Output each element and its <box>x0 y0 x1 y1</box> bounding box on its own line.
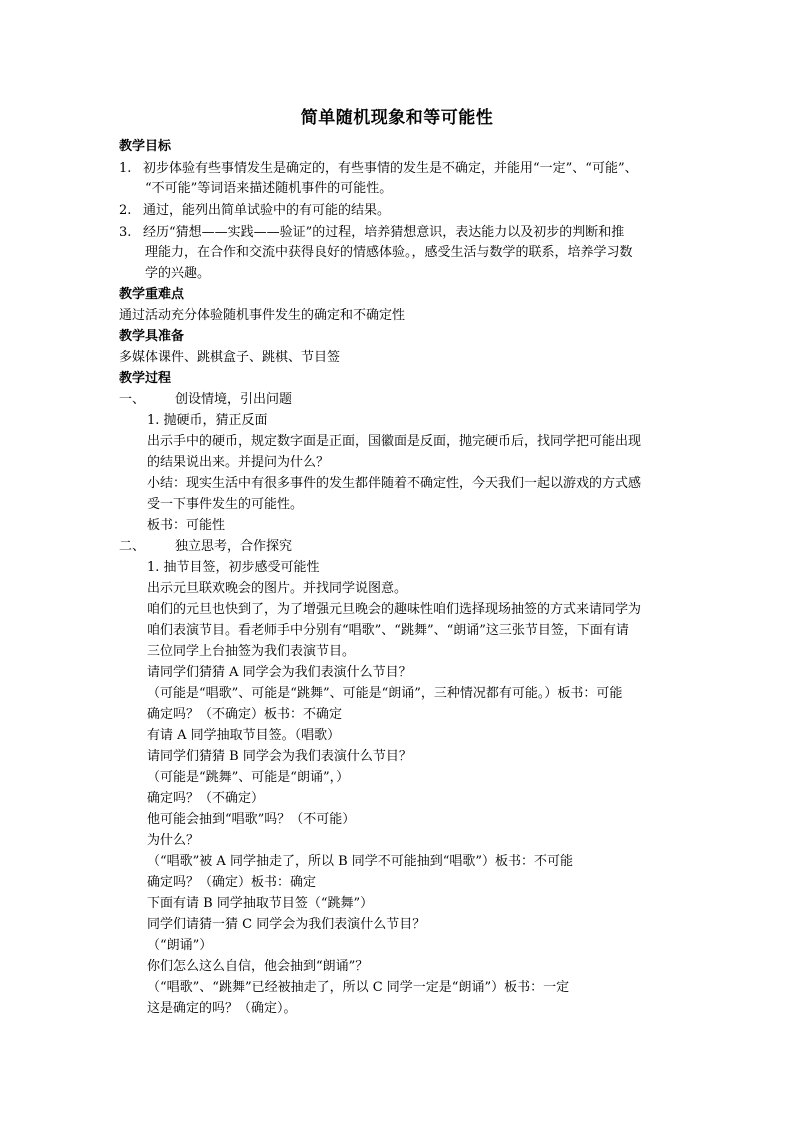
objective-text-continued: 理能力，在合作和交流中获得良好的情感体验。，感受生活与数学的联系，培养学习数 <box>145 245 633 260</box>
paragraph-line: 他可能会抽到“唱歌”吗？（不可能） <box>147 812 356 827</box>
paragraph-line: 下面有请 B 同学抽取节目签（“跳舞”） <box>147 896 374 911</box>
paragraph-line: 确定吗？（不确定） <box>147 791 265 806</box>
part-2-subheading: 1. 抽节目签，初步感受可能性 <box>147 560 320 575</box>
paragraph-line: 板书：可能性 <box>147 518 226 533</box>
section-heading-process: 教学过程 <box>119 371 172 386</box>
paragraph-line: （可能是“跳舞”、可能是“朗诵”，） <box>147 770 350 785</box>
objective-item-3 <box>119 223 624 243</box>
paragraph-line: 小结：现实生活中有很多事件的发生都伴随着不确定性，今天我们一起以游戏的方式感 <box>147 476 642 491</box>
objective-text-continued: “不可能”等词语来描述随机事件的可能性。 <box>145 181 393 196</box>
section-heading-objectives: 教学目标 <box>119 139 172 154</box>
paragraph-line: 出示手中的硬币，规定数字面是正面，国徽面是反面，抛完硬币后，找同学把可能出现 <box>147 434 642 449</box>
paragraph-line: 有请 A 同学抽取节目签。（唱歌） <box>147 728 341 743</box>
objective-item-1 <box>119 159 638 179</box>
part-1-subheading: 1. 抛硬币，猜正反面 <box>147 413 268 428</box>
objective-text-continued: 学的兴趣。 <box>145 266 211 281</box>
section-heading-materials: 教学具准备 <box>119 329 185 344</box>
paragraph-line: 的结果说出来。并提问为什么？ <box>147 455 330 470</box>
paragraph-line: （可能是“唱歌”、可能是“跳舞”、可能是“朗诵”，三种情况都有可能。）板书：可能 <box>147 686 623 701</box>
paragraph-line: 确定吗？（确定）板书：确定 <box>147 875 317 890</box>
paragraph-line: 你们怎么这么自信，他会抽到“朗诵”？ <box>147 959 369 974</box>
paragraph-line: （“朗诵”） <box>147 938 213 953</box>
part-title: 独立思考，合作探究 <box>175 539 293 554</box>
paragraph-line: 同学们请猜一猜 C 同学会为我们表演什么节目？ <box>147 917 426 932</box>
objective-text: 通过，能列出简单试验中的有可能的结果。 <box>143 203 391 218</box>
objective-number: 3. <box>119 225 132 240</box>
part-number: 二、 <box>119 539 146 554</box>
objective-number: 2. <box>119 203 132 218</box>
document-title: 简单随机现象和等可能性 <box>300 108 494 128</box>
paragraph-line: 请同学们猜猜 A 同学会为我们表演什么节目？ <box>147 665 412 680</box>
materials-text: 多媒体课件、跳棋盒子、跳棋、节目签 <box>119 350 341 365</box>
process-part-1-heading <box>119 390 292 410</box>
paragraph-line: 出示元旦联欢晚会的图片。并找同学说图意。 <box>147 581 408 596</box>
paragraph-line: 请同学们猜猜 B 同学会为我们表演什么节目？ <box>147 749 412 764</box>
objective-item-2 <box>119 201 390 221</box>
process-part-2-heading <box>119 537 292 557</box>
paragraph-line: 咱们表演节目。看老师手中分别有“唱歌”、“跳舞”、“朗诵”这三张节目签，下面有请 <box>147 623 629 638</box>
paragraph-line: 三位同学上台抽签为我们表演节目。 <box>147 644 356 659</box>
paragraph-line: 受一下事件发生的可能性。 <box>147 497 304 512</box>
part-number: 一、 <box>119 392 146 407</box>
section-heading-key-points: 教学重难点 <box>119 287 185 302</box>
paragraph-line: 确定吗？（不确定）板书：不确定 <box>147 707 343 722</box>
objective-number: 1. <box>119 161 132 176</box>
objective-text: 初步体验有些事情发生是确定的，有些事情的发生是不确定，并能用“一定”、“可能”、 <box>143 161 638 176</box>
paragraph-line: 这是确定的吗？（确定）。 <box>147 1001 297 1016</box>
paragraph-line: （“唱歌”被 A 同学抽走了，所以 B 同学不可能抽到“唱歌”）板书：不可能 <box>147 854 574 869</box>
paragraph-line: 为什么？ <box>147 833 200 848</box>
objective-text: 经历“猜想——实践——验证”的过程，培养猜想意识，表达能力以及初步的判断和推 <box>143 225 625 240</box>
paragraph-line: 咱们的元旦也快到了，为了增强元旦晚会的趣味性咱们选择现场抽签的方式来请同学为 <box>147 602 642 617</box>
key-points-text: 通过活动充分体验随机事件发生的确定和不确定性 <box>119 308 406 323</box>
part-title: 创设情境，引出问题 <box>175 392 293 407</box>
paragraph-line: （“唱歌”、“跳舞”已经被抽走了，所以 C 同学一定是“朗诵”）板书：一定 <box>147 980 570 995</box>
